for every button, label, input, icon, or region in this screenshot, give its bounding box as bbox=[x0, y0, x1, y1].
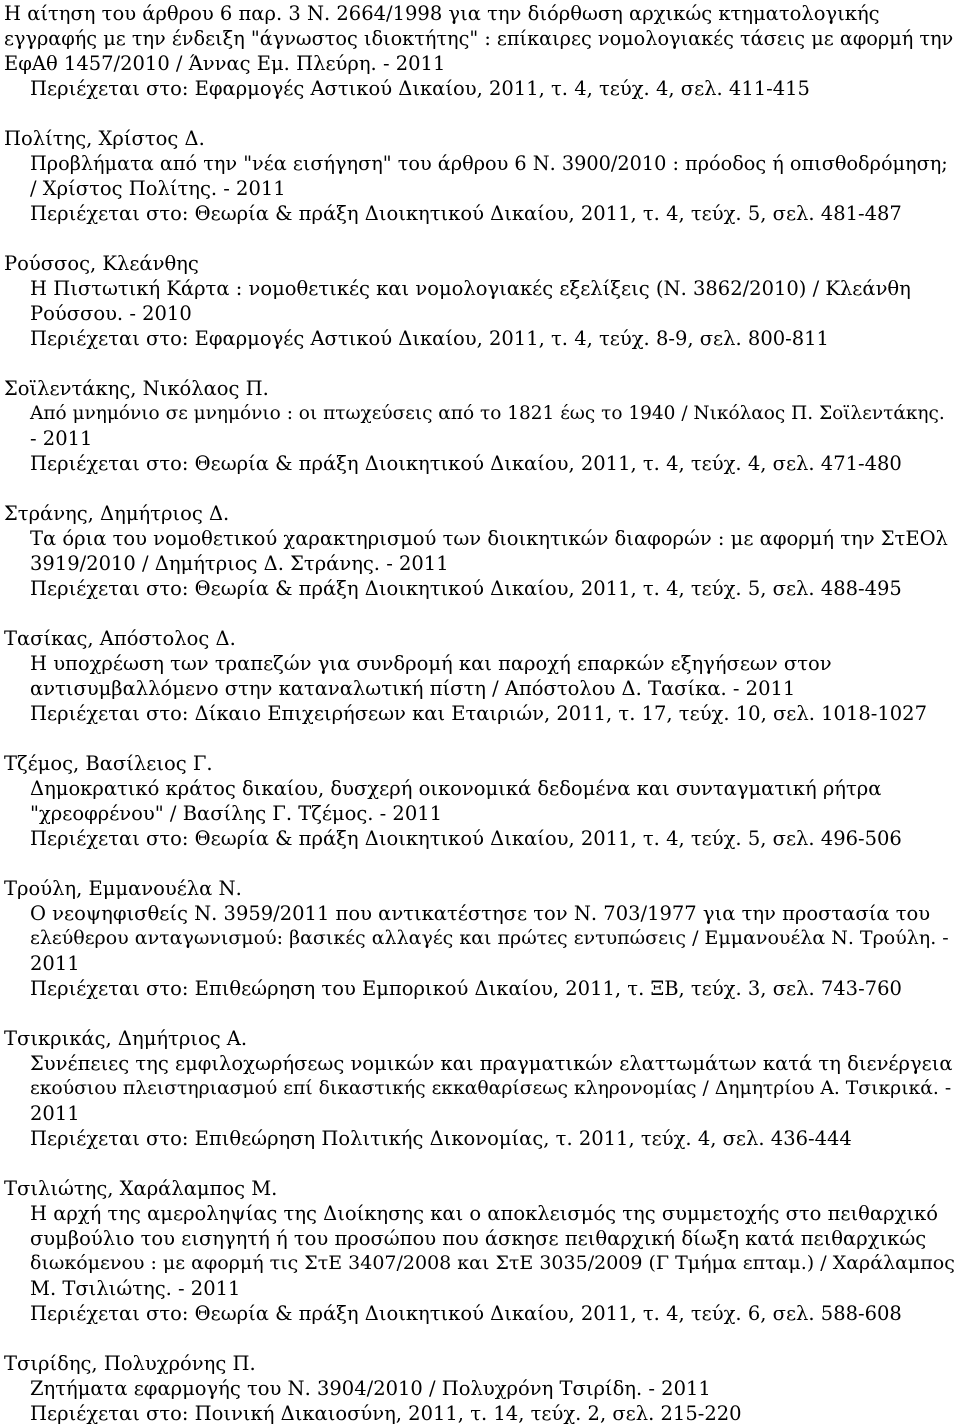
entry-title-line: ελεύθερου ανταγωνισμού: βασικές αλλαγές και πρώτες εντυπώσεις / Εμμανουέλα Ν. Τρούλη. - bbox=[30, 927, 949, 949]
entry-author: Τσικρικάς, Δημήτριος Α. bbox=[4, 1027, 248, 1050]
bibliography-entry bbox=[4, 626, 956, 726]
entry-source: Περιέχεται στο: Θεωρία & πράξη Διοικητικού Δικαίου, 2011, τ. 4, τεύχ. 5, σελ. 481-487 bbox=[30, 202, 902, 225]
entry-author: Τασίκας, Απόστολος Δ. bbox=[4, 627, 236, 650]
entry-author: Σοϊλεντάκης, Νικόλαος Π. bbox=[4, 377, 269, 400]
entry-author: Πολίτης, Χρίστος Δ. bbox=[4, 127, 205, 150]
bibliography-entry bbox=[4, 876, 956, 1001]
entry-title-line: εκούσιου πλειστηριασμού επί δικαστικής εκκαθαρίσεως κληρονομίας / Δημητρίου Α. Τσικρικά. - bbox=[30, 1078, 952, 1099]
entry-author: Τσιρίδης, Πολυχρόνης Π. bbox=[4, 1352, 256, 1375]
entry-title-line: - 2011 bbox=[30, 427, 93, 450]
entry-title-line: "χρεοφρένου" / Βασίλης Γ. Τζέμος. - 2011 bbox=[30, 802, 443, 825]
entry-title-line: 2011 bbox=[30, 1102, 80, 1125]
entry-author: Τζέμος, Βασίλειος Γ. bbox=[4, 752, 213, 775]
entry-title-line: Η υποχρέωση των τραπεζών για συνδρομή και παροχή επαρκών εξηγήσεων στον bbox=[30, 652, 832, 675]
entry-title-line: / Χρίστος Πολίτης. - 2011 bbox=[30, 177, 286, 200]
entry-source: Περιέχεται στο: Επιθεώρηση του Εμπορικού Δικαίου, 2011, τ. ΞΒ, τεύχ. 3, σελ. 743-760 bbox=[30, 977, 902, 1000]
entry-author: Ρούσσος, Κλεάνθης bbox=[4, 252, 199, 275]
entry-title-line: Προβλήματα από την "νέα εισήγηση" του άρθρου 6 Ν. 3900/2010 : πρόοδος ή οπισθοδρόμηση; bbox=[30, 152, 948, 175]
entry-title-line: Συνέπειες της εμφιλοχωρήσεως νομικών και πραγματικών ελαττωμάτων κατά τη διενέργεια bbox=[30, 1052, 953, 1075]
entry-title-line: συμβούλιο του εισηγητή ή του προσώπου που άσκησε πειθαρχική δίωξη κατά πειθαρχικώς bbox=[30, 1227, 927, 1250]
entry-source: Περιέχεται στο: Θεωρία & πράξη Διοικητικού Δικαίου, 2011, τ. 4, τεύχ. 4, σελ. 471-480 bbox=[30, 452, 902, 475]
bibliography-entry bbox=[4, 1026, 956, 1151]
bibliography-entry bbox=[4, 1, 956, 101]
entry-source: Περιέχεται στο: Εφαρμογές Αστικού Δικαίου, 2011, τ. 4, τεύχ. 4, σελ. 411-415 bbox=[30, 77, 810, 100]
entry-title-line: εγγραφής με την ένδειξη "άγνωστος ιδιοκτήτης" : επίκαιρες νομολογιακές τάσεις με αφορμή την bbox=[4, 27, 954, 50]
bibliography-entry bbox=[4, 1351, 956, 1426]
entry-source: Περιέχεται στο: Επιθεώρηση Πολιτικής Δικονομίας, τ. 2011, τεύχ. 4, σελ. 436-444 bbox=[30, 1127, 852, 1150]
entry-source: Περιέχεται στο: Θεωρία & πράξη Διοικητικού Δικαίου, 2011, τ. 4, τεύχ. 5, σελ. 488-495 bbox=[30, 577, 902, 600]
entry-title-line: 3919/2010 / Δημήτριος Δ. Στράνης. - 2011 bbox=[30, 552, 449, 575]
entry-title-line: Η Πιστωτική Κάρτα : νομοθετικές και νομολογιακές εξελίξεις (Ν. 3862/2010) / Κλεάνθη bbox=[30, 277, 911, 300]
entry-title-line: Ζητήματα εφαρμογής του Ν. 3904/2010 / Πολυχρόνη Τσιρίδη. - 2011 bbox=[30, 1377, 711, 1400]
entry-title-line: Μ. Τσιλιώτης. - 2011 bbox=[30, 1277, 241, 1300]
bibliography-entry bbox=[4, 1176, 956, 1326]
entry-title-line: Η αρχή της αμεροληψίας της Διοίκησης και ο αποκλεισμός της συμμετοχής στο πειθαρχικό bbox=[30, 1202, 938, 1225]
entry-author: Τρούλη, Εμμανουέλα Ν. bbox=[4, 877, 242, 900]
entry-title-line: 2011 bbox=[30, 952, 80, 975]
entry-author: Στράνης, Δημήτριος Δ. bbox=[4, 502, 230, 525]
bibliography-entry bbox=[4, 501, 956, 601]
entry-source: Περιέχεται στο: Θεωρία & πράξη Διοικητικού Δικαίου, 2011, τ. 4, τεύχ. 6, σελ. 588-608 bbox=[30, 1302, 902, 1325]
entry-source: Περιέχεται στο: Ποινική Δικαιοσύνη, 2011, τ. 14, τεύχ. 2, σελ. 215-220 bbox=[30, 1402, 742, 1425]
bibliography-entry bbox=[4, 376, 956, 476]
bibliography-entry bbox=[4, 126, 956, 226]
entry-title-line: Τα όρια του νομοθετικού χαρακτηρισμού των διοικητικών διαφορών : με αφορμή την ΣτΕΟλ bbox=[30, 527, 948, 550]
bibliography-entry bbox=[4, 251, 956, 351]
bibliography-entry bbox=[4, 751, 956, 851]
entry-title-line: Η αίτηση του άρθρου 6 παρ. 3 Ν. 2664/1998 για την διόρθωση αρχικώς κτηματολογικής bbox=[4, 2, 880, 25]
entry-source: Περιέχεται στο: Θεωρία & πράξη Διοικητικού Δικαίου, 2011, τ. 4, τεύχ. 5, σελ. 496-506 bbox=[30, 827, 902, 850]
entry-title-line: διωκόμενου : με αφορμή τις ΣτΕ 3407/2008 και ΣτΕ 3035/2009 (Γ Τμήμα επταμ.) / Χαράλαμπος bbox=[30, 1252, 955, 1274]
entry-title-line: Από μνημόνιο σε μνημόνιο : οι πτωχεύσεις από το 1821 έως το 1940 / Νικόλαος Π. Σοϊλεντάκης. bbox=[30, 403, 945, 424]
entry-title-line: Ρούσσου. - 2010 bbox=[30, 302, 192, 325]
entry-title-line: ΕφΑθ 1457/2010 / Άννας Εμ. Πλεύρη. - 2011 bbox=[4, 52, 446, 75]
entry-source: Περιέχεται στο: Εφαρμογές Αστικού Δικαίου, 2011, τ. 4, τεύχ. 8-9, σελ. 800-811 bbox=[30, 327, 829, 350]
entry-author: Τσιλιώτης, Χαράλαμπος Μ. bbox=[4, 1177, 278, 1200]
entry-title-line: Δημοκρατικό κράτος δικαίου, δυσχερή οικονομικά δεδομένα και συνταγματική ρήτρα bbox=[30, 777, 882, 800]
entry-title-line: Ο νεοψηφισθείς Ν. 3959/2011 που αντικατέστησε τον Ν. 703/1977 για την προστασία του bbox=[30, 902, 931, 925]
entry-source: Περιέχεται στο: Δίκαιο Επιχειρήσεων και Εταιριών, 2011, τ. 17, τεύχ. 10, σελ. 1018-1027 bbox=[30, 702, 927, 725]
entry-title-line: αντισυμβαλλόμενο στην καταναλωτική πίστη / Απόστολου Δ. Τασίκα. - 2011 bbox=[30, 677, 796, 700]
